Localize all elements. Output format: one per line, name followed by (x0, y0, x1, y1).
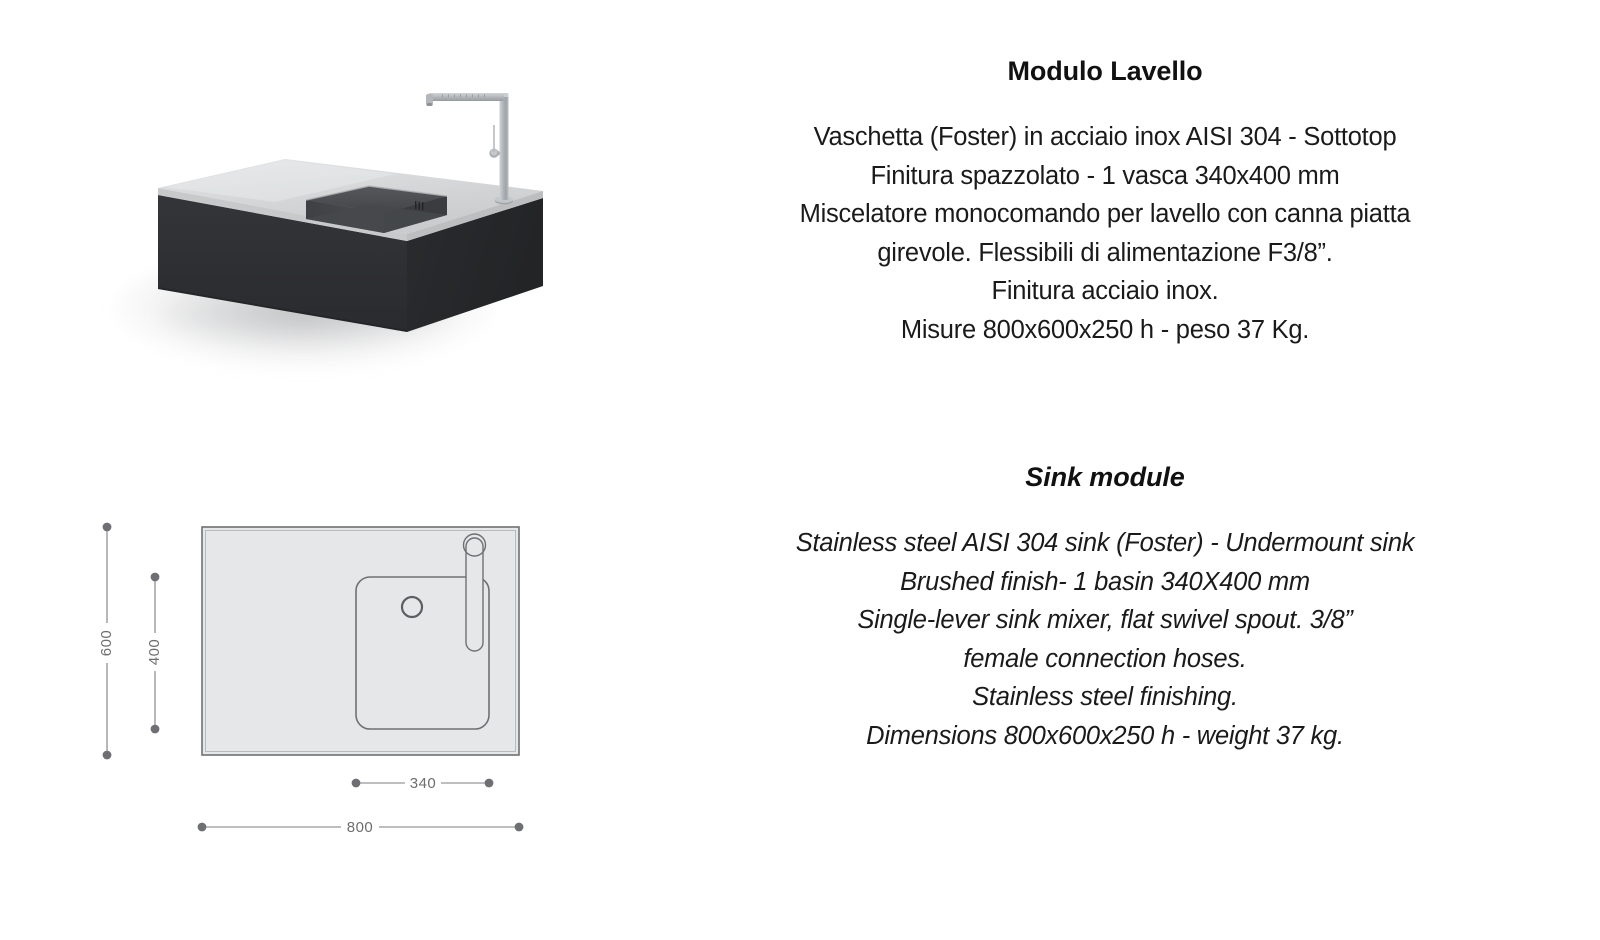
faucet-lever-handle (489, 125, 500, 158)
dimension-dot (103, 523, 112, 532)
dimension-400 (146, 573, 163, 734)
english-title: Sink module (1025, 462, 1185, 492)
dimension-dot (151, 725, 160, 734)
italian-line-4: girevole. Flessibili di alimentazione F3/8”. (877, 238, 1333, 267)
plan-view-drawing (85, 485, 555, 850)
italian-line-2: Finitura spazzolato - 1 vasca 340x400 mm (870, 161, 1340, 190)
dimension-dot (485, 779, 494, 788)
drain-hole (402, 597, 422, 617)
dimension-dot (151, 573, 160, 582)
dimension-dot (352, 779, 361, 788)
italian-line-1: Vaschetta (Foster) in acciaio inox AISI 304 - Sottotop (813, 123, 1397, 152)
dimension-800-label: 800 (346, 818, 374, 836)
italian-line-6: Misure 800x600x250 h - peso 37 Kg. (900, 315, 1310, 344)
dimension-400-label: 400 (145, 638, 163, 666)
italian-title: Modulo Lavello (1007, 56, 1203, 86)
italian-line-5: Finitura acciaio inox. (991, 277, 1219, 306)
english-line-5: Stainless steel finishing. (972, 683, 1238, 712)
dimension-600 (98, 523, 115, 760)
english-body (705, 524, 1505, 755)
dimension-dot (198, 823, 207, 832)
italian-description-block (705, 56, 1505, 349)
italian-body (705, 118, 1505, 349)
dimension-800 (198, 819, 524, 836)
english-line-2: Brushed finish- 1 basin 340X400 mm (900, 567, 1310, 596)
english-line-1: Stainless steel AISI 304 sink (Foster) - Undermount sink (795, 529, 1415, 558)
english-line-3: Single-lever sink mixer, flat swivel spout. 3/8” (857, 606, 1353, 635)
dimension-dot (515, 823, 524, 832)
render-stage (95, 55, 545, 400)
dimension-340-label: 340 (409, 774, 437, 792)
dimension-dot (103, 751, 112, 760)
product-render-figure (95, 55, 545, 400)
sink-module-3d-illustration (95, 55, 545, 400)
dimension-600-label: 600 (97, 629, 115, 657)
english-description-block (705, 462, 1505, 755)
italian-line-3: Miscelatore monocomando per lavello con canna piatta (799, 200, 1411, 229)
dimension-340 (352, 775, 494, 792)
english-line-4: female connection hoses. (963, 644, 1247, 673)
overflow-slot-detail (415, 201, 423, 210)
faucet-plan (464, 534, 486, 651)
english-line-6: Dimensions 800x600x250 h - weight 37 kg. (866, 721, 1344, 750)
technical-plan-figure (85, 485, 555, 850)
